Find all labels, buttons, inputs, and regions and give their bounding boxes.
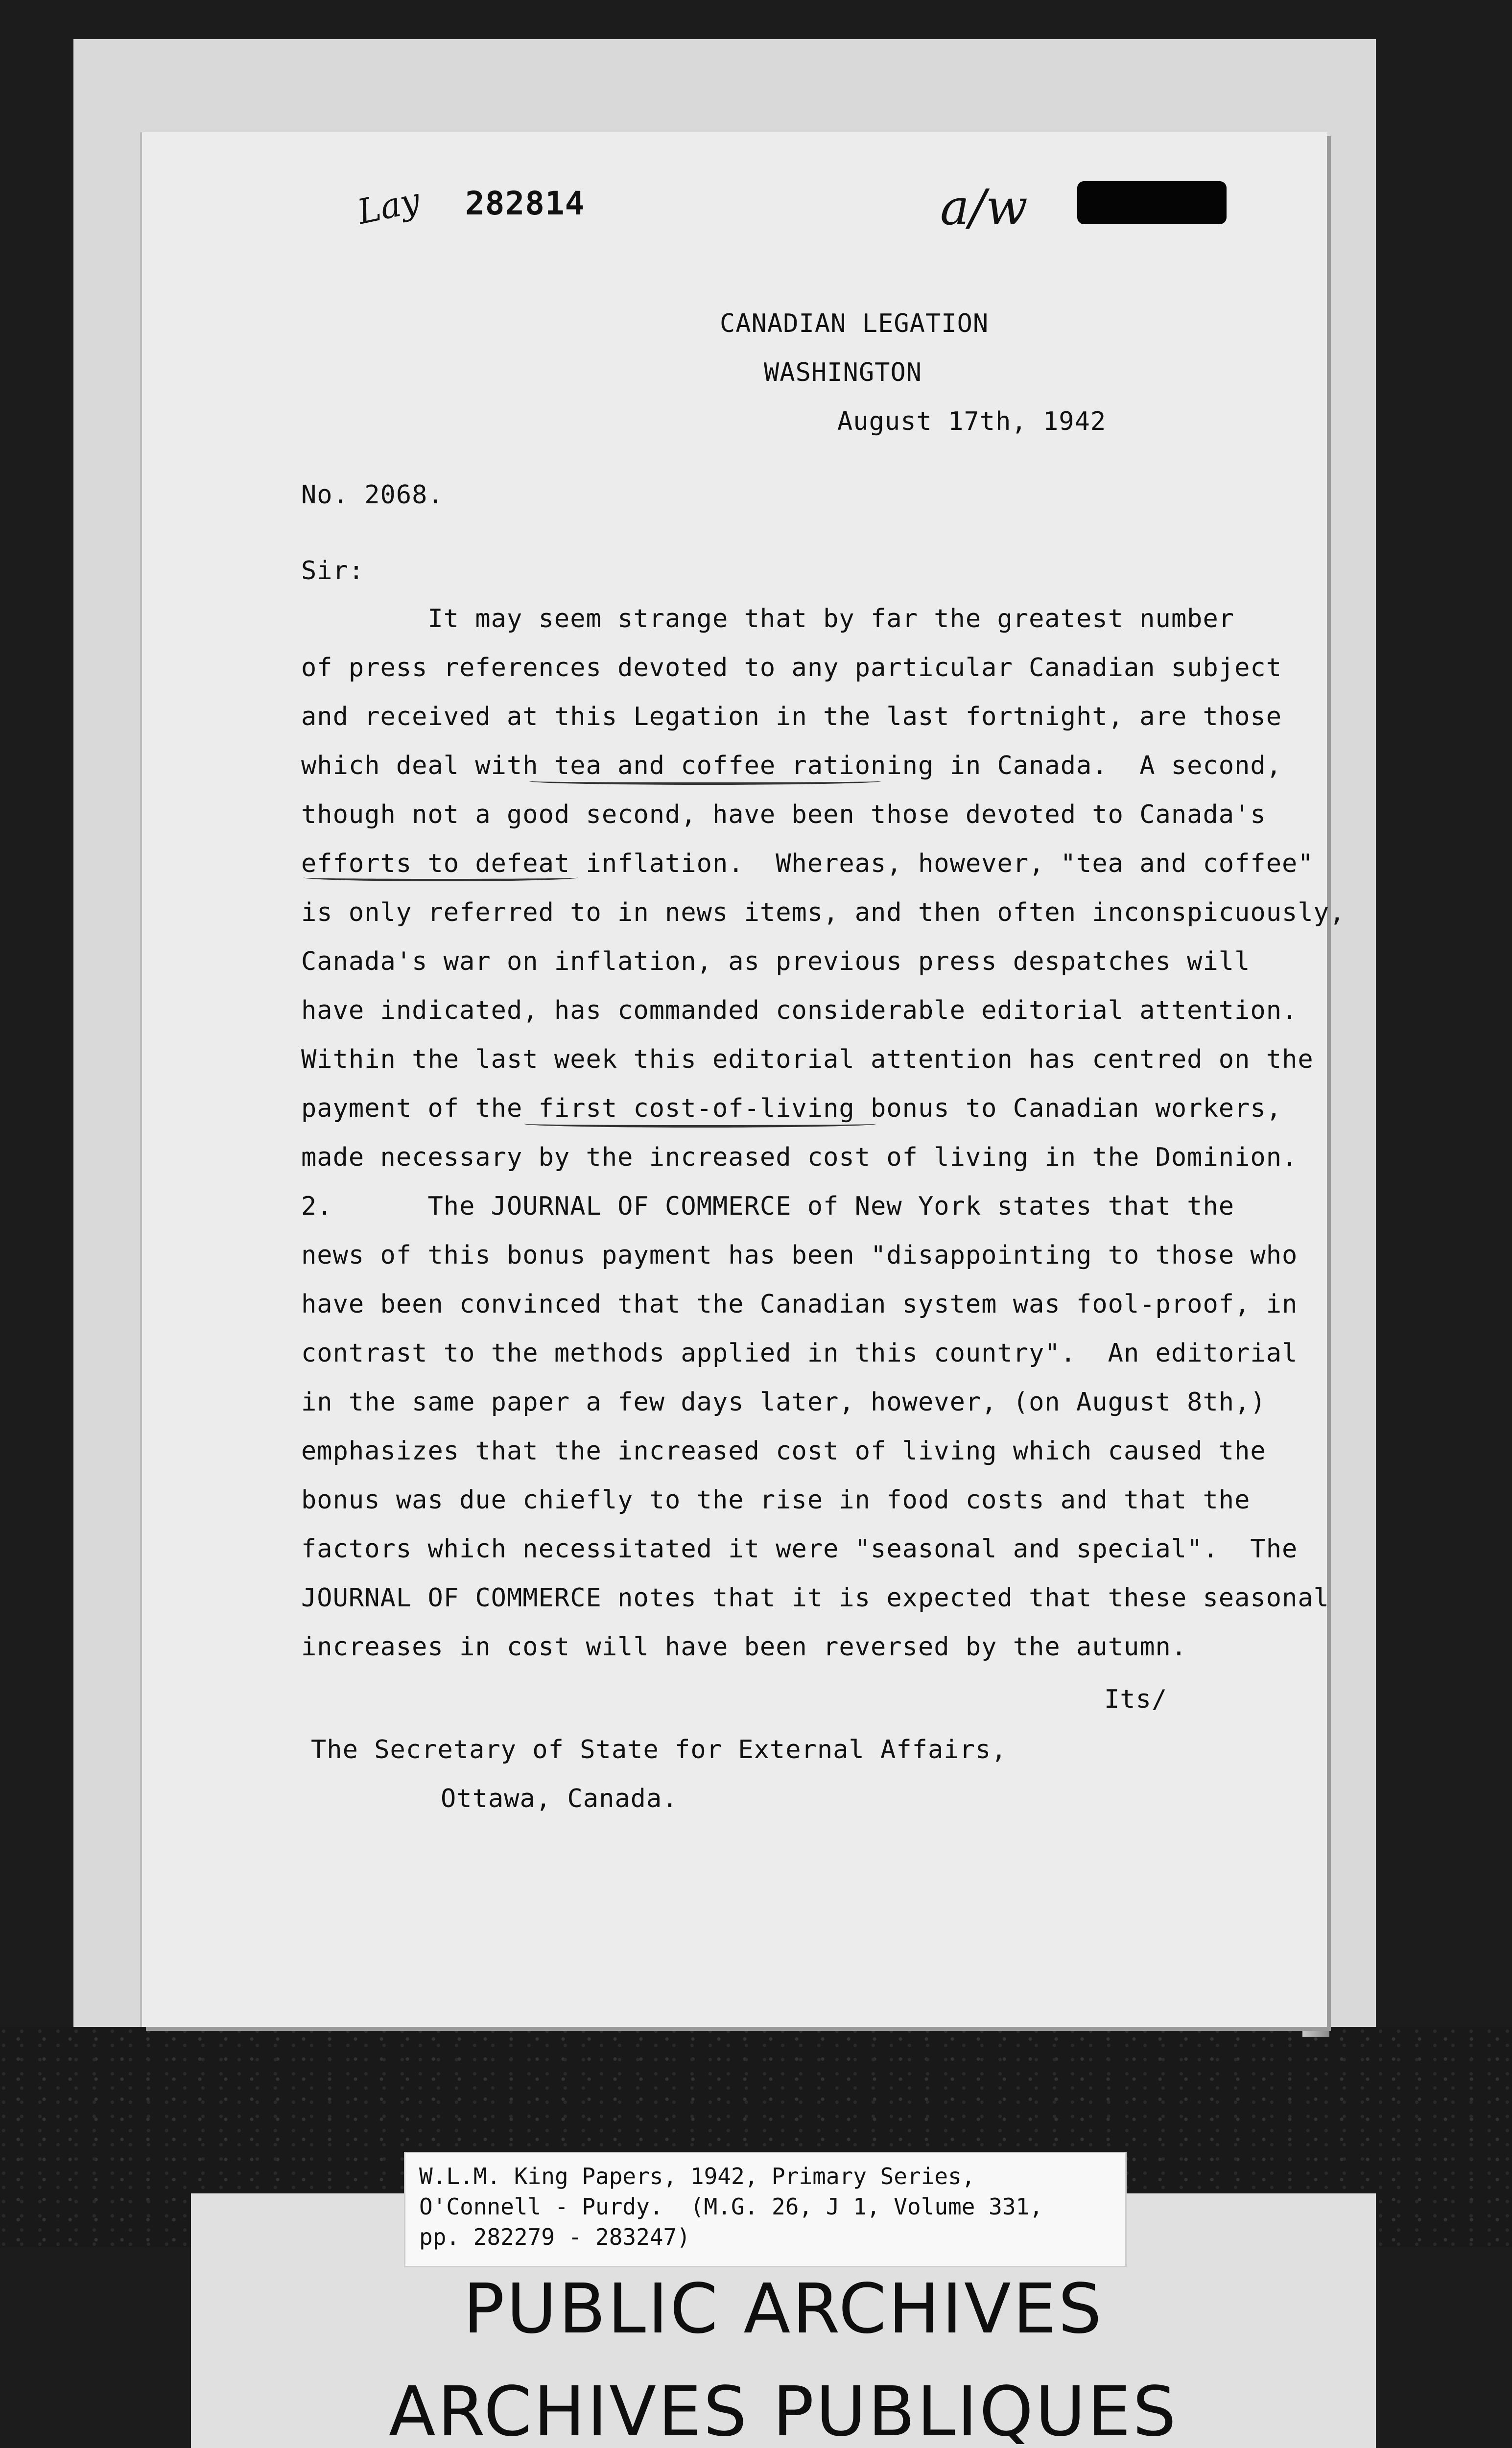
body-line: Within the last week this editorial attention has centred on the [301, 1045, 1314, 1074]
body-line: in the same paper a few days later, however, (on August 8th,) [301, 1388, 1266, 1417]
body-line: 2. The JOURNAL OF COMMERCE of New York states that the [301, 1192, 1235, 1221]
body-line: JOURNAL OF COMMERCE notes that it is expected that these seasonal [301, 1583, 1329, 1613]
continuation-mark: Its/ [1104, 1685, 1168, 1714]
letter-date: August 17th, 1942 [837, 407, 1107, 436]
body-line: efforts to defeat inflation. Whereas, however, "tea and coffee" [301, 849, 1314, 878]
addressee-line: The Secretary of State for External Affairs, [311, 1735, 1007, 1765]
addressee-city: Ottawa, Canada. [441, 1784, 678, 1813]
pencil-underline [524, 1120, 876, 1128]
letterhead-org: CANADIAN LEGATION [720, 309, 989, 338]
body-line: which deal with tea and coffee rationing in Canada. A second, [301, 751, 1282, 780]
body-line: contrast to the methods applied in this country". An editorial [301, 1339, 1298, 1368]
letterhead-city: WASHINGTON [764, 358, 922, 387]
citation-line: pp. 282279 - 283247) [419, 2224, 690, 2250]
body-line: It may seem strange that by far the greatest number [301, 604, 1235, 634]
body-line: news of this bonus payment has been "disappointing to those who [301, 1241, 1298, 1270]
handwritten-mark: a/w [940, 179, 1028, 236]
pencil-underline [529, 777, 881, 785]
citation-line: O'Connell - Purdy. (M.G. 26, J 1, Volume 331, [419, 2193, 1043, 2220]
body-line: and received at this Legation in the last fortnight, are those [301, 702, 1282, 731]
body-line: though not a good second, have been those devoted to Canada's [301, 800, 1266, 829]
body-line: is only referred to in news items, and then often inconspicuously, [301, 898, 1346, 927]
citation-label [404, 2152, 1127, 2267]
letter-page [142, 132, 1346, 2027]
body-line: made necessary by the increased cost of living in the Dominion. [301, 1143, 1298, 1172]
citation-line: W.L.M. King Papers, 1942, Primary Series, [419, 2163, 975, 2189]
redaction-bar [1077, 181, 1227, 224]
handwritten-initials: Lay [354, 180, 424, 233]
body-line: payment of the first cost-of-living bonus to Canadian workers, [301, 1094, 1282, 1123]
document-number: 282814 [465, 185, 585, 222]
body-line: have indicated, has commanded considerable editorial attention. [301, 996, 1298, 1025]
body-line: increases in cost will have been reversed by the autumn. [301, 1632, 1187, 1662]
body-line: emphasizes that the increased cost of living which caused the [301, 1436, 1266, 1466]
salutation: Sir: [301, 556, 365, 586]
body-line: Canada's war on inflation, as previous press despatches will [301, 947, 1251, 976]
archive-title-fr: ARCHIVES PUBLIQUES [388, 2372, 1179, 2448]
body-line: of press references devoted to any particular Canadian subject [301, 653, 1282, 683]
body-line: bonus was due chiefly to the rise in food costs and that the [301, 1485, 1251, 1515]
letter-number: No. 2068. [301, 480, 444, 510]
body-line: factors which necessitated it were "seasonal and special". The [301, 1534, 1298, 1564]
pencil-underline [304, 874, 578, 881]
body-line: have been convinced that the Canadian system was fool-proof, in [301, 1290, 1298, 1319]
archive-title-en: PUBLIC ARCHIVES [463, 2269, 1104, 2349]
